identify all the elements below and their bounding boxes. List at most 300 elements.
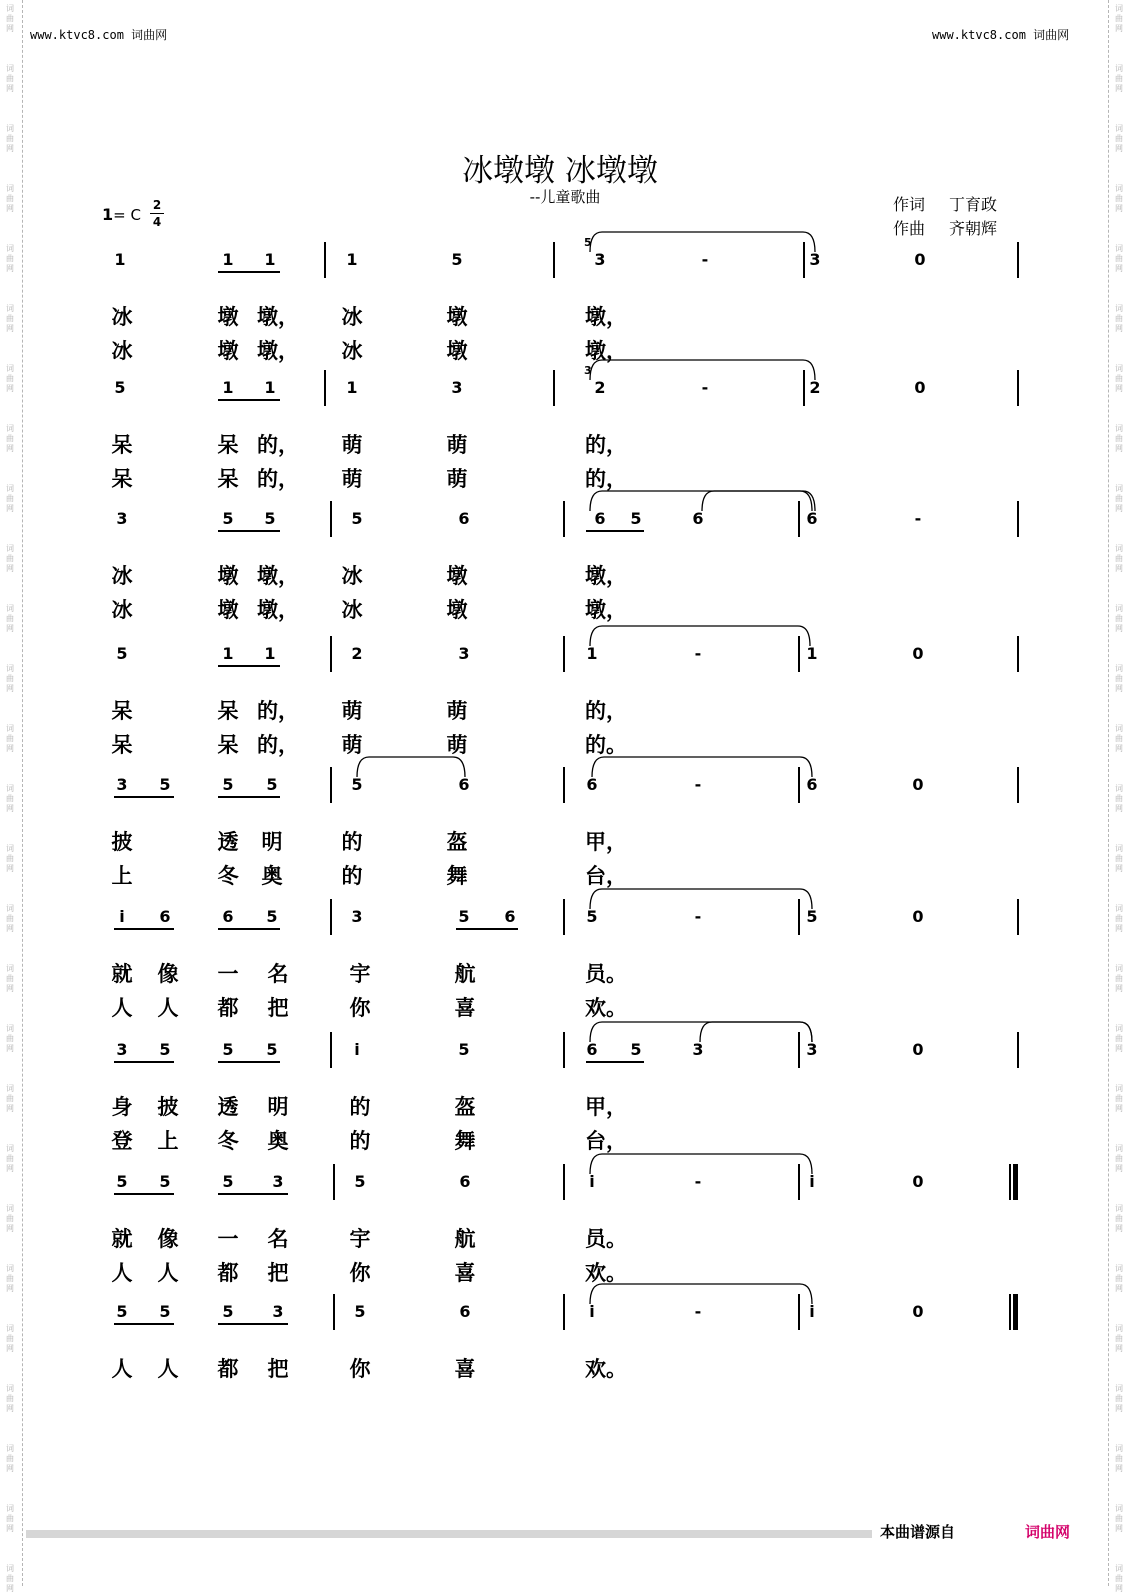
underline: [218, 928, 280, 930]
side-watermark: 词 曲 网: [1115, 184, 1123, 213]
lyric-char: 墩: [217, 338, 239, 363]
lyric-char: 墩: [217, 304, 239, 329]
side-watermark: 词 曲 网: [6, 544, 14, 573]
note: 5: [116, 644, 128, 663]
lyric-char: 墩: [217, 597, 239, 622]
lyric-char: 的，: [257, 698, 299, 723]
lyric-char: 冰: [111, 338, 133, 363]
barline: [324, 242, 326, 278]
note: 0: [914, 250, 926, 269]
barline: [1017, 636, 1019, 672]
composer-name: 齐朝辉: [949, 219, 998, 238]
note: 6: [806, 775, 818, 794]
note: -: [914, 509, 922, 528]
side-watermark: 词 曲 网: [1115, 964, 1123, 993]
tie-arc: [588, 1150, 814, 1178]
lyric-char: 舞: [454, 1128, 476, 1153]
barline: [333, 1294, 335, 1330]
note: 5: [806, 907, 818, 926]
note: 0: [912, 1172, 924, 1191]
lyric-char: 冰: [341, 563, 363, 588]
note: 2: [809, 378, 821, 397]
lyric-char: 墩: [446, 338, 468, 363]
lyric-char: 披: [157, 1094, 179, 1119]
side-watermark: 词 曲 网: [1115, 604, 1123, 633]
side-watermark: 词 曲 网: [1115, 664, 1123, 693]
note: 5: [159, 1302, 171, 1321]
note: 1: [346, 250, 358, 269]
tie-arc: [588, 356, 817, 384]
note: 5: [354, 1302, 366, 1321]
barline: [553, 370, 555, 406]
lyric-char: 你: [349, 1260, 371, 1285]
note: 1: [586, 644, 598, 663]
side-watermark: 词 曲 网: [1115, 424, 1123, 453]
note: 0: [912, 1040, 924, 1059]
note: 5: [222, 509, 234, 528]
lyric-char: 人: [157, 1356, 179, 1381]
side-watermark: 词 曲 网: [1115, 1384, 1123, 1413]
lyric-char: 呆: [111, 432, 133, 457]
note: -: [694, 1302, 702, 1321]
lyric-char: 登: [111, 1128, 133, 1153]
note: 6: [459, 1302, 471, 1321]
side-watermark: 词 曲 网: [6, 1204, 14, 1233]
side-watermark: 词 曲 网: [6, 1024, 14, 1053]
lyric-char: 冰: [111, 563, 133, 588]
note: 5: [159, 775, 171, 794]
side-watermark: 词 曲 网: [1115, 784, 1123, 813]
composer-role: 作曲: [893, 219, 926, 238]
note: 5: [458, 907, 470, 926]
lyric-char: 上: [111, 863, 133, 888]
underline: [218, 1061, 280, 1063]
lyric-char: 墩，: [585, 304, 627, 329]
lyric-char: 员。: [585, 1226, 627, 1251]
grace-note: 5: [584, 236, 592, 249]
side-watermark: 词 曲 网: [1115, 64, 1123, 93]
note: 5: [630, 1040, 642, 1059]
side-watermark: 词 曲 网: [1115, 244, 1123, 273]
note: 1: [806, 644, 818, 663]
note: 5: [458, 1040, 470, 1059]
note: 3: [272, 1172, 284, 1191]
side-watermark: 词 曲 网: [6, 1144, 14, 1173]
note: 5: [266, 775, 278, 794]
lyric-char: 呆: [111, 698, 133, 723]
note: 1: [222, 378, 234, 397]
barline: [324, 370, 326, 406]
note: 3: [806, 1040, 818, 1059]
note: -: [694, 907, 702, 926]
lyric-char: 上: [157, 1128, 179, 1153]
note: 6: [586, 775, 598, 794]
note: 5: [116, 1302, 128, 1321]
side-watermark: 词 曲 网: [6, 1384, 14, 1413]
lyric-char: 航: [454, 1226, 476, 1251]
note: 5: [351, 775, 363, 794]
underline: [114, 1323, 174, 1325]
side-watermark: 词 曲 网: [6, 1444, 14, 1473]
footer-brand: 词曲网: [1025, 1523, 1071, 1541]
lyricist-role: 作词: [893, 195, 926, 214]
note: 3: [451, 378, 463, 397]
lyric-char: 奥: [261, 863, 283, 888]
lyric-char: 呆: [217, 432, 239, 457]
lyric-char: 萌: [341, 432, 363, 457]
tie-arc: [700, 487, 814, 515]
note: 2: [351, 644, 363, 663]
note: 3: [116, 1040, 128, 1059]
barline: [330, 899, 332, 935]
note: 6: [159, 907, 171, 926]
note: 1: [114, 250, 126, 269]
lyric-char: 萌: [446, 698, 468, 723]
lyric-char: 盔: [454, 1094, 476, 1119]
lyric-char: 墩: [446, 563, 468, 588]
note: 3: [272, 1302, 284, 1321]
note: 3: [692, 1040, 704, 1059]
note: -: [701, 250, 709, 269]
barline: [1017, 899, 1019, 935]
lyric-char: 人: [111, 1356, 133, 1381]
lyric-char: 明: [261, 829, 283, 854]
lyric-char: 人: [111, 1260, 133, 1285]
underline: [114, 1061, 174, 1063]
barline: [553, 242, 555, 278]
side-watermark: 词 曲 网: [6, 424, 14, 453]
lyric-char: 冰: [341, 304, 363, 329]
side-watermark: 词 曲 网: [6, 604, 14, 633]
underline: [586, 530, 644, 532]
lyric-char: 人: [111, 995, 133, 1020]
lyric-char: 墩，: [257, 338, 299, 363]
note: 0: [912, 644, 924, 663]
lyric-char: 墩: [446, 304, 468, 329]
side-watermark: 词 曲 网: [6, 784, 14, 813]
note: 5: [266, 1040, 278, 1059]
lyricist-credit: [893, 192, 998, 215]
lyric-char: 甲，: [585, 829, 627, 854]
underline: [218, 796, 280, 798]
barline: [1017, 501, 1019, 537]
note-high-one: i: [589, 1172, 595, 1191]
tie-arc: [588, 1280, 814, 1308]
note: 0: [914, 378, 926, 397]
lyric-char: 宇: [349, 961, 371, 986]
lyric-char: 的，: [585, 466, 627, 491]
side-watermark: 词 曲 网: [6, 364, 14, 393]
side-watermark: 词 曲 网: [6, 1504, 14, 1533]
lyric-char: 墩: [217, 563, 239, 588]
note: 6: [222, 907, 234, 926]
lyric-char: 宇: [349, 1226, 371, 1251]
side-watermark: 词 曲 网: [1115, 1444, 1123, 1473]
underline: [218, 399, 280, 401]
lyric-char: 人: [157, 995, 179, 1020]
side-watermark: 词 曲 网: [6, 964, 14, 993]
barline: [1017, 242, 1019, 278]
note: 5: [451, 250, 463, 269]
underline: [218, 530, 280, 532]
lyric-char: 喜: [454, 1356, 476, 1381]
lyric-char: 台，: [585, 1128, 627, 1153]
side-watermark: 词 曲 网: [6, 484, 14, 513]
side-watermark: 词 曲 网: [1115, 844, 1123, 873]
lyric-char: 像: [157, 961, 179, 986]
lyric-char: 呆: [217, 466, 239, 491]
song-title: 冰墩墩 冰墩墩: [462, 153, 658, 189]
lyric-char: 冰: [341, 597, 363, 622]
side-watermark: 词 曲 网: [1115, 1324, 1123, 1353]
lyric-char: 萌: [446, 732, 468, 757]
barline: [330, 767, 332, 803]
time-bottom: 4: [152, 215, 162, 229]
lyric-char: 都: [217, 995, 239, 1020]
lyric-char: 墩，: [585, 563, 627, 588]
side-watermark: 词 曲 网: [1115, 1504, 1123, 1533]
note: 5: [116, 1172, 128, 1191]
side-watermark: 词 曲 网: [1115, 1144, 1123, 1173]
lyric-char: 像: [157, 1226, 179, 1251]
lyric-char: 的: [341, 829, 363, 854]
lyric-char: 你: [349, 995, 371, 1020]
lyric-char: 的，: [257, 732, 299, 757]
note: 3: [116, 775, 128, 794]
lyric-char: 喜: [454, 1260, 476, 1285]
note: -: [694, 775, 702, 794]
lyric-char: 透: [217, 829, 239, 854]
lyric-char: 墩，: [257, 597, 299, 622]
tie-arc: [588, 622, 812, 650]
lyric-char: 萌: [341, 698, 363, 723]
side-watermark: 词 曲 网: [1115, 544, 1123, 573]
barline: [1017, 370, 1019, 406]
lyric-char: 就: [111, 1226, 133, 1251]
lyric-char: 的: [341, 863, 363, 888]
underline: [218, 271, 280, 273]
side-watermark: 词 曲 网: [1115, 1084, 1123, 1113]
underline: [114, 1193, 174, 1195]
side-watermark: 词 曲 网: [1115, 724, 1123, 753]
side-watermark: 词 曲 网: [1115, 1024, 1123, 1053]
note: 6: [504, 907, 516, 926]
side-watermark: 词 曲 网: [6, 244, 14, 273]
lyric-char: 名: [267, 961, 289, 986]
time-signature: [150, 198, 164, 229]
note: 2: [594, 378, 606, 397]
note: 6: [806, 509, 818, 528]
site-header-left: www.ktvc8.com 词曲网: [30, 28, 168, 42]
lyric-char: 把: [267, 1260, 289, 1285]
left-watermark-strip: [0, 0, 23, 1593]
lyric-char: 萌: [341, 466, 363, 491]
final-barline-thick: [1013, 1294, 1018, 1330]
note-high-one: i: [809, 1172, 815, 1191]
note: 3: [458, 644, 470, 663]
lyric-char: 的，: [257, 432, 299, 457]
side-watermark: 词 曲 网: [6, 724, 14, 753]
barline: [563, 1164, 565, 1200]
final-barline-thick: [1013, 1164, 1018, 1200]
barline: [330, 636, 332, 672]
note: 1: [264, 644, 276, 663]
tie-arc: [698, 1018, 814, 1046]
note: 6: [458, 509, 470, 528]
side-watermark: 词 曲 网: [6, 124, 14, 153]
note: 5: [266, 907, 278, 926]
lyric-char: 墩: [446, 597, 468, 622]
note-high-one: i: [354, 1040, 360, 1059]
side-watermark: 词 曲 网: [6, 1564, 14, 1593]
lyric-char: 呆: [111, 732, 133, 757]
side-watermark: 词 曲 网: [1115, 484, 1123, 513]
barline: [1017, 1032, 1019, 1068]
lyric-char: 一: [217, 961, 239, 986]
song-subtitle: --儿童歌曲: [529, 188, 601, 206]
note: 5: [630, 509, 642, 528]
lyric-char: 一: [217, 1226, 239, 1251]
side-watermark: 词 曲 网: [6, 1084, 14, 1113]
note: 5: [159, 1172, 171, 1191]
side-watermark: 词 曲 网: [6, 1264, 14, 1293]
tie-arc: [590, 753, 814, 781]
note: 6: [459, 1172, 471, 1191]
lyric-char: 喜: [454, 995, 476, 1020]
note: 5: [222, 1040, 234, 1059]
note: 3: [116, 509, 128, 528]
barline: [333, 1164, 335, 1200]
lyric-char: 呆: [217, 698, 239, 723]
lyric-char: 你: [349, 1356, 371, 1381]
underline: [114, 928, 174, 930]
barline: [1017, 767, 1019, 803]
note: 1: [346, 378, 358, 397]
note-high-one: i: [589, 1302, 595, 1321]
barline: [563, 636, 565, 672]
lyricist-name: 丁育政: [949, 195, 998, 214]
note: 1: [264, 250, 276, 269]
side-watermark: 词 曲 网: [6, 304, 14, 333]
lyric-char: 员。: [585, 961, 627, 986]
footer-bar: [26, 1530, 872, 1538]
footer-source: 本曲谱源自: [880, 1523, 956, 1541]
lyric-char: 舞: [446, 863, 468, 888]
side-watermark: 词 曲 网: [1115, 304, 1123, 333]
note: 6: [692, 509, 704, 528]
note: 5: [354, 1172, 366, 1191]
underline: [218, 1323, 288, 1325]
note: 1: [222, 250, 234, 269]
site-header-right: www.ktvc8.com 词曲网: [932, 28, 1070, 42]
note: 3: [809, 250, 821, 269]
lyric-char: 欢。: [585, 1356, 627, 1381]
side-watermark: 词 曲 网: [6, 1324, 14, 1353]
lyric-char: 航: [454, 961, 476, 986]
barline: [330, 501, 332, 537]
lyric-char: 墩，: [257, 304, 299, 329]
side-watermark: 词 曲 网: [1115, 904, 1123, 933]
note: -: [694, 1172, 702, 1191]
note: 6: [594, 509, 606, 528]
time-top: 2: [152, 198, 162, 212]
final-barline-thin: [1009, 1164, 1011, 1200]
lyric-char: 冬: [217, 1128, 239, 1153]
key-note: = C: [113, 206, 141, 224]
side-watermark: 词 曲 网: [6, 844, 14, 873]
side-watermark: 词 曲 网: [6, 904, 14, 933]
note: 6: [458, 775, 470, 794]
lyric-char: 墩，: [585, 597, 627, 622]
final-barline-thin: [1009, 1294, 1011, 1330]
side-watermark: 词 曲 网: [1115, 1264, 1123, 1293]
underline: [456, 928, 518, 930]
lyric-char: 透: [217, 1094, 239, 1119]
lyric-char: 墩，: [585, 338, 627, 363]
lyric-char: 的，: [585, 698, 627, 723]
lyric-char: 名: [267, 1226, 289, 1251]
note-high-one: i: [809, 1302, 815, 1321]
lyric-char: 人: [157, 1260, 179, 1285]
side-watermark: 词 曲 网: [6, 64, 14, 93]
underline: [218, 1193, 288, 1195]
grace-note: 3: [584, 364, 592, 377]
lyric-char: 的，: [585, 432, 627, 457]
underline: [218, 665, 280, 667]
tie-arc: [355, 753, 467, 781]
right-watermark-strip: [1108, 0, 1131, 1593]
note: 5: [222, 775, 234, 794]
lyric-char: 盔: [446, 829, 468, 854]
lyric-char: 冰: [111, 597, 133, 622]
note: 5: [159, 1040, 171, 1059]
key-signature: [102, 205, 141, 224]
note: 6: [586, 1040, 598, 1059]
lyric-char: 甲，: [585, 1094, 627, 1119]
lyric-char: 就: [111, 961, 133, 986]
lyric-char: 墩，: [257, 563, 299, 588]
note: 5: [264, 509, 276, 528]
note: 0: [912, 775, 924, 794]
lyric-char: 把: [267, 1356, 289, 1381]
composer-credit: [893, 216, 998, 239]
lyric-char: 冰: [111, 304, 133, 329]
note: 1: [264, 378, 276, 397]
note: -: [701, 378, 709, 397]
barline: [330, 1032, 332, 1068]
note: 5: [351, 509, 363, 528]
tie-arc: [588, 885, 814, 913]
barline: [563, 767, 565, 803]
note: 0: [912, 1302, 924, 1321]
lyric-char: 都: [217, 1356, 239, 1381]
lyric-char: 萌: [341, 732, 363, 757]
note: 0: [912, 907, 924, 926]
side-watermark: 词 曲 网: [1115, 1564, 1123, 1593]
lyric-char: 呆: [217, 732, 239, 757]
note: 5: [586, 907, 598, 926]
lyric-char: 的: [349, 1094, 371, 1119]
lyric-char: 都: [217, 1260, 239, 1285]
underline: [114, 796, 174, 798]
note: 5: [114, 378, 126, 397]
lyric-char: 把: [267, 995, 289, 1020]
lyric-char: 呆: [111, 466, 133, 491]
note: 5: [222, 1172, 234, 1191]
lyric-char: 身: [111, 1094, 133, 1119]
side-watermark: 词 曲 网: [1115, 1204, 1123, 1233]
lyric-char: 台，: [585, 863, 627, 888]
